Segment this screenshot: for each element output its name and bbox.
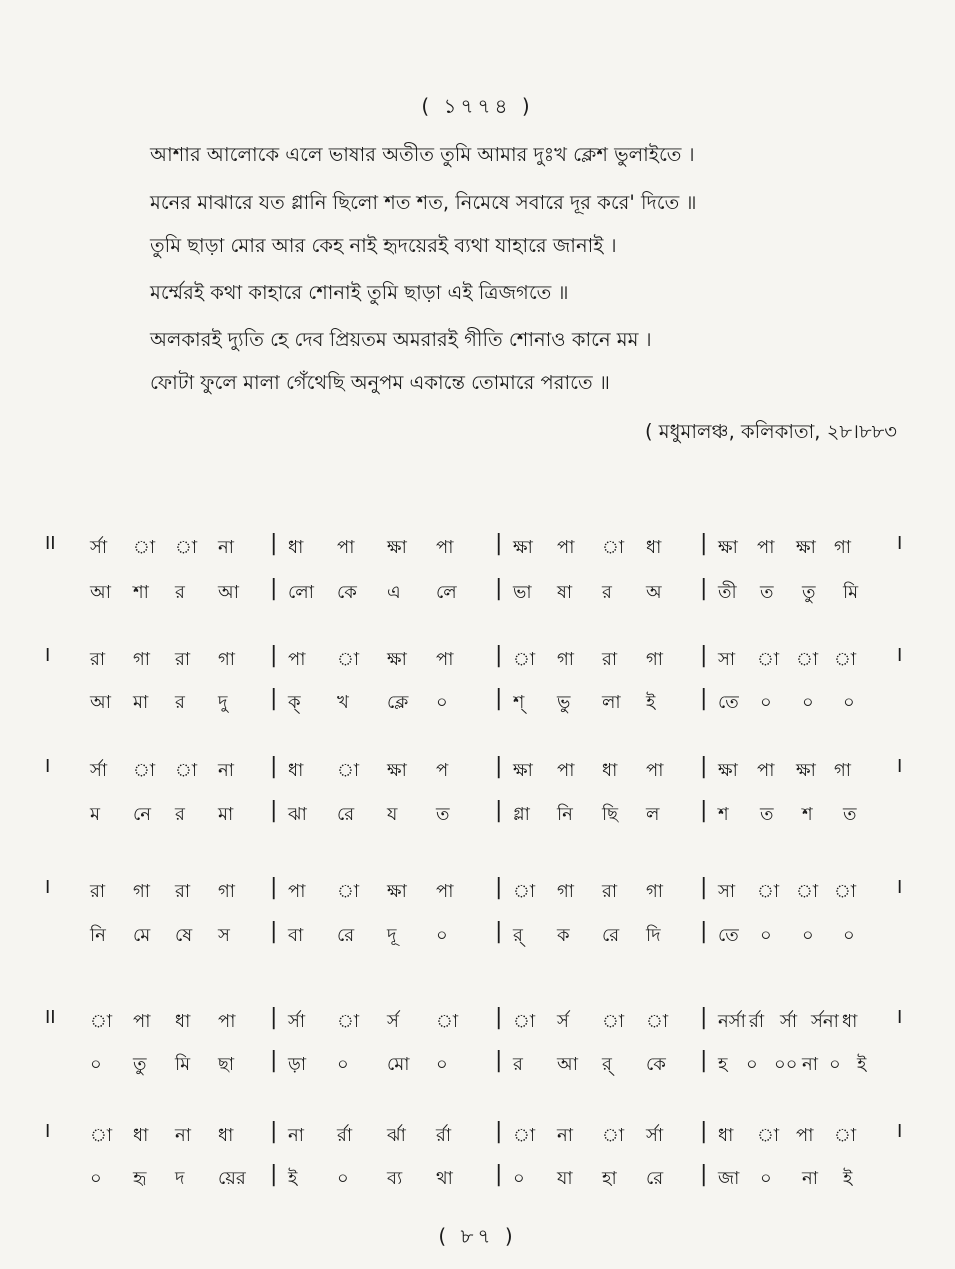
lyric-syllable: মো xyxy=(387,1054,410,1075)
lyric-syllable: জা xyxy=(718,1168,740,1189)
bar-line: | xyxy=(700,1005,708,1030)
lyric-syllable: হা xyxy=(602,1168,617,1189)
bar-line: | xyxy=(495,754,503,779)
lyric-syllable: ক্ xyxy=(288,692,301,713)
lyric-syllable: আ xyxy=(90,582,111,603)
swara-row xyxy=(0,645,955,685)
swara-note: পা xyxy=(436,537,454,558)
lyric-syllable: য়ের xyxy=(218,1168,246,1189)
bar-line: | xyxy=(270,754,278,779)
lyric-syllable: ০ xyxy=(760,1168,772,1189)
lyric-syllable: ত xyxy=(760,582,774,603)
lyric-syllable: দ xyxy=(175,1168,185,1189)
lyric-syllable: ব্য xyxy=(387,1168,403,1189)
swara-note: ধা xyxy=(288,760,304,781)
lyric-syllable: লে xyxy=(436,582,457,603)
lyric-syllable: তে xyxy=(718,692,739,713)
swara-note: গা xyxy=(218,881,236,902)
swara-note: পা xyxy=(337,537,355,558)
lyric-syllable: থা xyxy=(436,1168,453,1189)
bar-line: | xyxy=(700,754,708,779)
lyric-syllable: না xyxy=(802,1168,818,1189)
swara-note: ধা xyxy=(718,1125,734,1146)
lyric-syllable: ০ xyxy=(760,925,772,946)
swara-note: া xyxy=(757,881,780,902)
swara-note: গা xyxy=(133,649,151,670)
bar-line: | xyxy=(700,686,708,711)
swara-note: গা xyxy=(557,649,575,670)
lyric-syllable: ০ xyxy=(436,692,448,713)
lyric-syllable: ০ xyxy=(843,925,855,946)
swara-note: সা xyxy=(718,881,736,902)
swara-note: পা xyxy=(646,760,664,781)
lyric-row xyxy=(0,1164,955,1204)
swara-note: া xyxy=(337,760,360,781)
bar-line: | xyxy=(495,643,503,668)
swara-note: া xyxy=(834,1125,857,1146)
swara-note: া xyxy=(436,1011,459,1032)
verse-3-line-2: ফোটা ফুলে মালা গেঁথেছি অনুপম একান্তে তোমারে পরাতে ॥ xyxy=(150,371,610,394)
swara-note: পা xyxy=(796,1125,814,1146)
lyric-syllable: ০ xyxy=(746,1054,758,1075)
swara-note: া xyxy=(513,1011,536,1032)
section-start-mark: I xyxy=(45,645,51,666)
bar-line: | xyxy=(495,875,503,900)
lyric-syllable: র xyxy=(602,582,612,603)
swara-note: র্ঝা xyxy=(387,1125,406,1146)
swara-note: র্সা xyxy=(90,760,108,781)
swara-note: র্সা xyxy=(288,1011,306,1032)
lyric-syllable: নে xyxy=(133,804,152,825)
swara-note: ধা xyxy=(175,1011,191,1032)
lyric-syllable: অ xyxy=(646,582,662,603)
lyric-syllable: কে xyxy=(337,582,357,603)
bar-line: | xyxy=(270,919,278,944)
section-end-mark: I xyxy=(897,1007,903,1028)
bar-line: | xyxy=(270,1162,278,1187)
swara-note: া xyxy=(602,1011,625,1032)
lyric-syllable: র xyxy=(175,804,185,825)
swara-row xyxy=(0,756,955,796)
bar-line: | xyxy=(270,1119,278,1144)
lyric-row xyxy=(0,688,955,728)
lyric-syllable: ভু xyxy=(557,692,571,713)
lyric-syllable: তু xyxy=(802,582,816,603)
swara-row xyxy=(0,1121,955,1161)
lyric-syllable: ০ xyxy=(337,1168,349,1189)
lyric-syllable: লো xyxy=(288,582,314,603)
swara-note: া xyxy=(646,1011,669,1032)
lyric-syllable: ০ xyxy=(337,1054,349,1075)
lyric-syllable: র্ xyxy=(602,1054,612,1075)
lyric-syllable: এ xyxy=(387,582,401,603)
lyric-syllable: ঝা xyxy=(288,804,307,825)
lyric-row xyxy=(0,921,955,961)
swara-note: প xyxy=(436,760,449,781)
lyric-syllable: ০০ xyxy=(774,1054,798,1075)
lyric-syllable: শ xyxy=(802,804,813,825)
swara-note: পা xyxy=(218,1011,236,1032)
lyric-syllable: ০ xyxy=(436,1054,448,1075)
lyric-row xyxy=(0,578,955,618)
bar-line: | xyxy=(495,1119,503,1144)
swara-note: া xyxy=(757,1125,780,1146)
swara-note: ক্ষা xyxy=(387,537,407,558)
lyric-syllable: মা xyxy=(218,804,234,825)
lyric-syllable: র্ xyxy=(513,925,523,946)
swara-note: গা xyxy=(218,649,236,670)
lyric-syllable: ষা xyxy=(557,582,573,603)
swara-note: ধা xyxy=(218,1125,234,1146)
swara-note: ক্ষা xyxy=(718,760,738,781)
lyric-syllable: দূ xyxy=(387,925,397,946)
swara-note: ধা xyxy=(133,1125,149,1146)
lyric-syllable: ল xyxy=(646,804,660,825)
swara-note: র্রা xyxy=(337,1125,353,1146)
section-start-mark: II xyxy=(45,533,56,554)
swara-note: ক্ষা xyxy=(387,881,407,902)
lyric-syllable: ০ xyxy=(90,1054,102,1075)
bar-line: | xyxy=(270,576,278,601)
swara-note: ক্ষা xyxy=(387,649,407,670)
swara-note: া xyxy=(796,881,819,902)
lyric-syllable: শ xyxy=(718,804,729,825)
swara-note: র্সা xyxy=(780,1011,798,1032)
swara-note: র্সা xyxy=(646,1125,664,1146)
swara-note: পা xyxy=(436,881,454,902)
bar-line: | xyxy=(270,875,278,900)
swara-row xyxy=(0,877,955,917)
swara-note: রা xyxy=(90,881,106,902)
swara-note: া xyxy=(337,1011,360,1032)
swara-note: গা xyxy=(646,881,664,902)
bar-line: | xyxy=(270,531,278,556)
lyric-syllable: দি xyxy=(646,925,661,946)
lyric-syllable: শ্ xyxy=(513,692,525,713)
swara-note: রা xyxy=(602,649,618,670)
lyric-syllable: রে xyxy=(337,925,355,946)
swara-note: পা xyxy=(436,649,454,670)
lyric-syllable: ক্লে xyxy=(387,692,409,713)
lyric-syllable: শা xyxy=(133,582,149,603)
swara-note: া xyxy=(757,649,780,670)
swara-note: া xyxy=(175,760,198,781)
bar-line: | xyxy=(700,1162,708,1187)
swara-note: গা xyxy=(834,760,852,781)
bar-line: | xyxy=(495,798,503,823)
swara-note: গা xyxy=(133,881,151,902)
bar-line: | xyxy=(495,919,503,944)
lyric-syllable: ত xyxy=(436,804,450,825)
swara-note: রা xyxy=(175,649,191,670)
lyric-row xyxy=(0,800,955,840)
page-number: ( ১৭৭৪ ) xyxy=(421,94,534,118)
swara-note: র্স xyxy=(387,1011,399,1032)
lyric-syllable: ত xyxy=(760,804,774,825)
swara-note: র্সা xyxy=(90,537,108,558)
lyric-syllable: হৃ xyxy=(133,1168,147,1189)
bar-line: | xyxy=(700,798,708,823)
lyric-syllable: ০ xyxy=(436,925,448,946)
lyric-syllable: ০ xyxy=(829,1054,841,1075)
swara-note: া xyxy=(337,881,360,902)
swara-note: ক্ষা xyxy=(513,760,533,781)
lyric-syllable: মি xyxy=(175,1054,191,1075)
swara-note: পা xyxy=(288,881,306,902)
section-start-mark: I xyxy=(45,756,51,777)
lyric-syllable: হ xyxy=(718,1054,728,1075)
lyric-syllable: তী xyxy=(718,582,737,603)
bar-line: | xyxy=(270,643,278,668)
source-citation: ( মধুমালঞ্চ, কলিকাতা, ২৮।৮৮৩ xyxy=(644,420,897,443)
swara-note: া xyxy=(133,760,156,781)
swara-note: র্সনা xyxy=(811,1011,839,1032)
lyric-syllable: তে xyxy=(718,925,739,946)
swara-row xyxy=(0,1007,955,1047)
swara-note: ধা xyxy=(602,760,618,781)
swara-note: পা xyxy=(288,649,306,670)
bar-line: | xyxy=(700,919,708,944)
lyric-syllable: কে xyxy=(646,1054,666,1075)
bar-line: | xyxy=(495,1162,503,1187)
swara-note: ক্ষা xyxy=(718,537,738,558)
lyric-syllable: ০ xyxy=(843,692,855,713)
lyric-syllable: না xyxy=(802,1054,818,1075)
lyric-syllable: লা xyxy=(602,692,621,713)
lyric-syllable: ক xyxy=(557,925,570,946)
lyric-syllable: নি xyxy=(557,804,573,825)
swara-note: পা xyxy=(557,760,575,781)
swara-note: ধা xyxy=(646,537,662,558)
swara-note: ক্ষা xyxy=(387,760,407,781)
swara-note: া xyxy=(602,537,625,558)
verse-1-line-2: মনের মাঝারে যত গ্লানি ছিলো শত শত, নিমেষে সবারে দূর করে' দিতে ॥ xyxy=(150,191,697,214)
swara-note: না xyxy=(557,1125,573,1146)
swara-note: ক্ষা xyxy=(513,537,533,558)
section-end-mark: I xyxy=(897,877,903,898)
swara-note: রা xyxy=(602,881,618,902)
bar-line: | xyxy=(700,576,708,601)
lyric-syllable: য xyxy=(387,804,398,825)
bar-line: | xyxy=(495,1048,503,1073)
bar-line: | xyxy=(495,531,503,556)
bar-line: | xyxy=(495,1005,503,1030)
lyric-syllable: ছা xyxy=(218,1054,235,1075)
bar-line: | xyxy=(700,531,708,556)
swara-note: না xyxy=(288,1125,304,1146)
lyric-syllable: রে xyxy=(337,804,355,825)
swara-note: ক্ষা xyxy=(796,760,816,781)
bar-line: | xyxy=(270,1005,278,1030)
bar-line: | xyxy=(700,1048,708,1073)
lyric-syllable: যা xyxy=(557,1168,573,1189)
swara-note: ক্ষা xyxy=(796,537,816,558)
lyric-syllable: র xyxy=(175,582,185,603)
swara-note: নর্সা xyxy=(718,1011,746,1032)
verse-2-line-2: মর্ম্মেরই কথা কাহারে শোনাই তুমি ছাড়া এই ত্রিজগতে ॥ xyxy=(150,281,569,304)
section-start-mark: I xyxy=(45,877,51,898)
lyric-syllable: বা xyxy=(288,925,304,946)
lyric-syllable: ০ xyxy=(802,692,814,713)
section-end-mark: I xyxy=(897,645,903,666)
lyric-syllable: মি xyxy=(843,582,859,603)
bar-line: | xyxy=(700,1119,708,1144)
swara-note: রা xyxy=(175,881,191,902)
swara-note: না xyxy=(175,1125,191,1146)
lyric-syllable: মে xyxy=(133,925,151,946)
bar-line: | xyxy=(270,1048,278,1073)
lyric-syllable: ০ xyxy=(760,692,772,713)
swara-row xyxy=(0,533,955,573)
swara-note: র্রা xyxy=(436,1125,452,1146)
lyric-syllable: ই xyxy=(857,1054,867,1075)
lyric-syllable: আ xyxy=(90,692,111,713)
verse-2-line-1: তুমি ছাড়া মোর আর কেহ নাই হৃদয়েরই ব্যথা যাহারে জানাই । xyxy=(150,234,617,257)
swara-note: র্রা xyxy=(749,1011,765,1032)
section-start-mark: I xyxy=(45,1121,51,1142)
lyric-syllable: ই xyxy=(843,1168,853,1189)
lyric-syllable: গ্লা xyxy=(513,804,530,825)
section-end-mark: I xyxy=(897,756,903,777)
lyric-syllable: রে xyxy=(646,1168,664,1189)
lyric-syllable: ম xyxy=(90,804,100,825)
swara-note: া xyxy=(133,537,156,558)
swara-note: া xyxy=(513,881,536,902)
lyric-syllable: দু xyxy=(218,692,228,713)
lyric-syllable: স xyxy=(218,925,230,946)
lyric-syllable: ছি xyxy=(602,804,619,825)
swara-note: সা xyxy=(718,649,736,670)
verse-1-line-1: আশার আলোকে এলে ভাষার অতীত তুমি আমার দুঃখ ক্লেশ ভুলাইতে । xyxy=(150,143,695,166)
bar-line: | xyxy=(495,686,503,711)
swara-note: পা xyxy=(557,537,575,558)
swara-note: রা xyxy=(90,649,106,670)
swara-note: া xyxy=(513,1125,536,1146)
bar-line: | xyxy=(270,686,278,711)
lyric-syllable: র xyxy=(175,692,185,713)
lyric-syllable: ই xyxy=(646,692,656,713)
swara-note: গা xyxy=(834,537,852,558)
swara-note: া xyxy=(90,1125,113,1146)
swara-note: ধা xyxy=(288,537,304,558)
lyric-row xyxy=(0,1050,955,1090)
swara-note: ধা xyxy=(842,1011,858,1032)
bar-line: | xyxy=(495,576,503,601)
swara-note: া xyxy=(602,1125,625,1146)
lyric-syllable: ষে xyxy=(175,925,193,946)
section-end-mark: I xyxy=(897,1121,903,1142)
verse-3-line-1: অলকারই দ্যুতি হে দেব প্রিয়তম অমরারই গীতি শোনাও কানে মম । xyxy=(150,328,652,351)
lyric-syllable: ই xyxy=(288,1168,298,1189)
swara-note: গা xyxy=(646,649,664,670)
swara-note: না xyxy=(218,537,234,558)
swara-note: া xyxy=(90,1011,113,1032)
swara-note: া xyxy=(834,881,857,902)
lyric-syllable: তু xyxy=(133,1054,147,1075)
bar-line: | xyxy=(270,798,278,823)
swara-note: া xyxy=(337,649,360,670)
section-start-mark: II xyxy=(45,1007,56,1028)
swara-note: পা xyxy=(133,1011,151,1032)
lyric-syllable: র xyxy=(513,1054,523,1075)
lyric-syllable: আ xyxy=(218,582,239,603)
lyric-syllable: খ xyxy=(337,692,349,713)
swara-note: া xyxy=(175,537,198,558)
lyric-syllable: আ xyxy=(557,1054,578,1075)
lyric-syllable: ০ xyxy=(90,1168,102,1189)
lyric-syllable: ত xyxy=(843,804,857,825)
bar-line: | xyxy=(700,875,708,900)
lyric-syllable: নি xyxy=(90,925,106,946)
swara-note: গা xyxy=(557,881,575,902)
lyric-syllable: ভা xyxy=(513,582,532,603)
swara-note: া xyxy=(834,649,857,670)
section-end-mark: I xyxy=(897,533,903,554)
swara-note: পা xyxy=(757,537,775,558)
lyric-syllable: ড়া xyxy=(288,1054,307,1075)
swara-note: র্স xyxy=(557,1011,569,1032)
bar-line: | xyxy=(700,643,708,668)
swara-note: া xyxy=(513,649,536,670)
swara-note: না xyxy=(218,760,234,781)
lyric-syllable: ০ xyxy=(513,1168,525,1189)
swara-note: া xyxy=(796,649,819,670)
swara-note: পা xyxy=(757,760,775,781)
lyric-syllable: রে xyxy=(602,925,620,946)
lyric-syllable: ০ xyxy=(802,925,814,946)
lyric-syllable: মা xyxy=(133,692,149,713)
footer-page-number: ( ৮৭ ) xyxy=(438,1224,517,1248)
